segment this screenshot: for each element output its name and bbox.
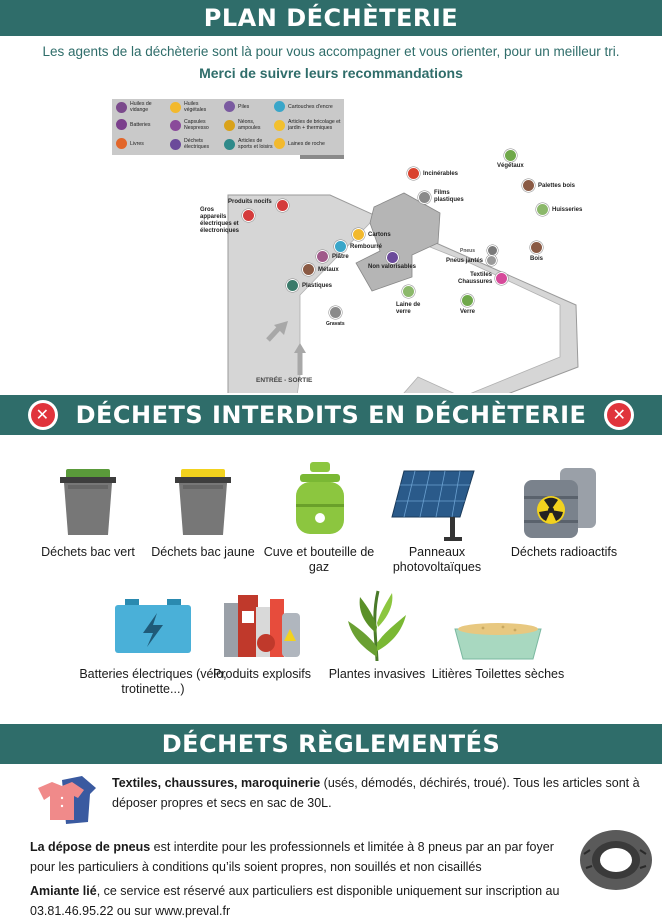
map-point-label: Huisseries <box>552 206 583 213</box>
legend-label: Capsules Nespresso <box>184 119 209 131</box>
clothes-icon <box>32 774 104 830</box>
textiles-text: (usés, démodés, déchirés, troué). Tous les articles sont à déposer propres et secs en sac de 30L. <box>112 776 640 810</box>
entrance-label: ENTRÉE - SORTIE <box>256 377 313 384</box>
map-point-verre <box>460 294 475 315</box>
dot-icon <box>329 306 342 319</box>
map-point-laine-de-verre <box>396 285 422 316</box>
map-point-palettes-bois <box>522 179 575 192</box>
radioactive-barrel-icon <box>520 462 604 542</box>
legend-item <box>274 119 342 131</box>
car-battery-icon <box>116 119 127 130</box>
dot-icon <box>461 294 474 307</box>
legend-label: Néons, ampoules <box>238 119 261 131</box>
map-point-label: Gros appareils électriques et électroniques <box>200 207 240 234</box>
dot-icon <box>418 191 431 204</box>
map-point-textiles <box>458 272 508 286</box>
forbidden-item-label: Déchets bac jaune <box>151 545 255 559</box>
legend-item <box>170 119 222 131</box>
map-point-label: Produits nocifs <box>228 198 272 205</box>
battery-icon <box>224 101 235 112</box>
tools-icon <box>274 120 285 131</box>
legend-item <box>116 119 168 130</box>
rock-wool-icon <box>274 138 285 149</box>
map-point-label: Pneus <box>460 247 476 254</box>
capsule-icon <box>170 120 181 131</box>
legend-label: Articles de sports et loisirs <box>238 138 273 150</box>
forbidden-item <box>260 440 378 580</box>
forbidden-item-label: Déchets bac vert <box>41 545 135 559</box>
legend-label: Laines de roche <box>288 140 325 147</box>
electric-battery-icon <box>113 597 193 657</box>
intro-text <box>0 44 662 81</box>
map-point-vegetaux <box>497 149 524 169</box>
map-point-pneus-jantes <box>446 255 497 266</box>
dot-icon <box>242 209 255 222</box>
tire-icon <box>576 824 656 894</box>
forbidden-icon: ✕ <box>28 400 58 430</box>
dot-icon <box>504 149 517 162</box>
legend-item <box>116 138 168 149</box>
forbidden-item <box>78 585 228 715</box>
legend-label: Articles de bricolage et jardin + thermiques <box>288 119 341 131</box>
map-point-label: Rembourré <box>350 243 383 250</box>
map-point-label: Végétaux <box>497 163 524 169</box>
regulated-header <box>0 724 662 764</box>
map-point-non-valorisables <box>368 251 416 270</box>
forbidden-header <box>0 395 662 435</box>
tires-bold: La dépose de pneus <box>30 840 151 854</box>
map-point-label: Verre <box>460 309 476 315</box>
map-point-metaux <box>302 263 339 276</box>
legend-label: Déchets électriques <box>184 138 210 150</box>
forbidden-title: DÉCHETS INTERDITS EN DÉCHÈTERIE <box>75 401 587 429</box>
legend-item <box>170 101 222 113</box>
textiles-paragraph <box>112 773 652 813</box>
map-point-label: Non valorisables <box>368 264 417 270</box>
gas-bottle-icon <box>290 460 350 540</box>
legend-item <box>274 138 342 149</box>
map-legend <box>112 99 344 155</box>
dot-icon <box>276 199 289 212</box>
forbidden-item <box>145 440 261 580</box>
green-bin-icon <box>58 465 118 540</box>
ink-cartridge-icon <box>274 101 285 112</box>
tires-text: est interdite pour les professionnels et limitée à 8 pneus par an par foyer pour les particuliers à conditions qu’ils soient propres, non souillés et non cisaillés <box>30 840 554 874</box>
electric-icon <box>170 139 181 150</box>
forbidden-item-label: Batteries électriques (vélo, trotinette...) <box>79 667 227 696</box>
map-point-films-plastiques <box>418 190 466 204</box>
legend-label: Cartouches d'encre <box>288 103 333 110</box>
forbidden-item <box>378 440 496 580</box>
map-point-label: Métaux <box>318 266 339 273</box>
map-point-label: Cartons <box>368 231 391 238</box>
dot-icon <box>495 272 508 285</box>
dot-icon <box>530 241 543 254</box>
dot-icon <box>286 279 299 292</box>
dot-icon <box>407 167 420 180</box>
map-point-label: Incinérables <box>423 170 459 177</box>
legend-label: Batteries <box>130 121 151 128</box>
solar-panel-icon <box>390 465 480 545</box>
book-icon <box>116 138 127 149</box>
asbestos-text: , ce service est réservé aux particuliers est disponible uniquement sur inscription au 03.81.46.95.22 ou sur www.preval.fr <box>30 884 560 918</box>
forbidden-item-label: Plantes invasives <box>328 667 426 681</box>
legend-label: Huiles végétales <box>184 101 207 113</box>
forbidden-item-label: Cuve et bouteille de gaz <box>263 545 375 574</box>
map-point-label: Textiles Chaussures <box>458 272 493 285</box>
map-point-bois <box>530 241 543 262</box>
litter-box-icon <box>453 615 543 665</box>
regulated-title: DÉCHETS RÈGLEMENTÉS <box>161 730 501 758</box>
plan-header <box>0 0 662 36</box>
tires-paragraph <box>30 837 565 877</box>
forbidden-item <box>324 585 430 715</box>
asbestos-bold: Amiante lié <box>30 884 97 898</box>
yellow-bin-icon <box>173 465 233 540</box>
dot-icon <box>402 285 415 298</box>
forbidden-item-label: Déchets radioactifs <box>510 545 618 559</box>
map-point-label: Pneus jantés <box>446 257 484 264</box>
dot-icon <box>486 255 497 266</box>
legend-item <box>224 138 274 150</box>
regulated-section <box>0 770 662 923</box>
forbidden-icon: ✕ <box>604 400 634 430</box>
site-map <box>0 95 662 393</box>
map-point-label: Palettes bois <box>538 182 576 189</box>
legend-label: Livres <box>130 140 144 147</box>
legend-item <box>116 101 168 113</box>
intro-line-2: Merci de suivre leurs recommandations <box>199 65 463 81</box>
page-title: PLAN DÉCHÈTERIE <box>203 4 459 32</box>
dot-icon <box>522 179 535 192</box>
oil-icon <box>170 102 181 113</box>
legend-item <box>224 101 274 112</box>
map-point-label: Bois <box>530 256 544 262</box>
legend-label: Piles <box>238 103 250 110</box>
forbidden-item <box>496 440 632 580</box>
forbidden-item-label: Produits explosifs <box>213 667 311 681</box>
legend-item <box>170 138 222 150</box>
dot-icon <box>316 250 329 263</box>
explosive-products-icon <box>220 589 304 661</box>
map-point-label: Laine de verre <box>396 302 421 315</box>
map-point-huisseries <box>536 203 582 216</box>
legend-item <box>224 119 274 131</box>
forbidden-item <box>30 440 146 580</box>
legend-item <box>274 101 342 112</box>
invasive-plant-icon <box>342 587 412 663</box>
bulb-icon <box>224 120 235 131</box>
intro-line-1: Les agents de la déchèterie sont là pour vous accompagner et vous orienter, pour un meilleur tri. <box>42 44 620 59</box>
map-point-label: Gravats <box>326 321 345 327</box>
dot-icon <box>302 263 315 276</box>
dot-icon <box>386 251 399 264</box>
forbidden-grid <box>0 440 662 720</box>
map-point-gros-appareils <box>200 207 255 235</box>
map-point-plastiques <box>286 279 332 292</box>
forbidden-item <box>212 585 312 715</box>
forbidden-item-label: Panneaux photovoltaïques <box>392 545 482 574</box>
map-point-label: Plastiques <box>302 282 333 289</box>
map-point-gravats <box>326 306 345 327</box>
map-point-incinerables <box>407 167 458 180</box>
asbestos-paragraph <box>30 881 570 921</box>
map-point-platre <box>316 250 349 263</box>
sports-icon <box>224 139 235 150</box>
oil-icon <box>116 102 127 113</box>
forbidden-item <box>430 585 566 715</box>
map-point-label: Films plastiques <box>434 190 464 203</box>
dot-icon <box>536 203 549 216</box>
legend-label: Huiles de vidange <box>130 101 152 113</box>
map-point-label: Plâtre <box>332 253 349 260</box>
textiles-bold: Textiles, chaussures, maroquinerie <box>112 776 321 790</box>
forbidden-item-label: Litières Toilettes sèches <box>431 667 565 681</box>
